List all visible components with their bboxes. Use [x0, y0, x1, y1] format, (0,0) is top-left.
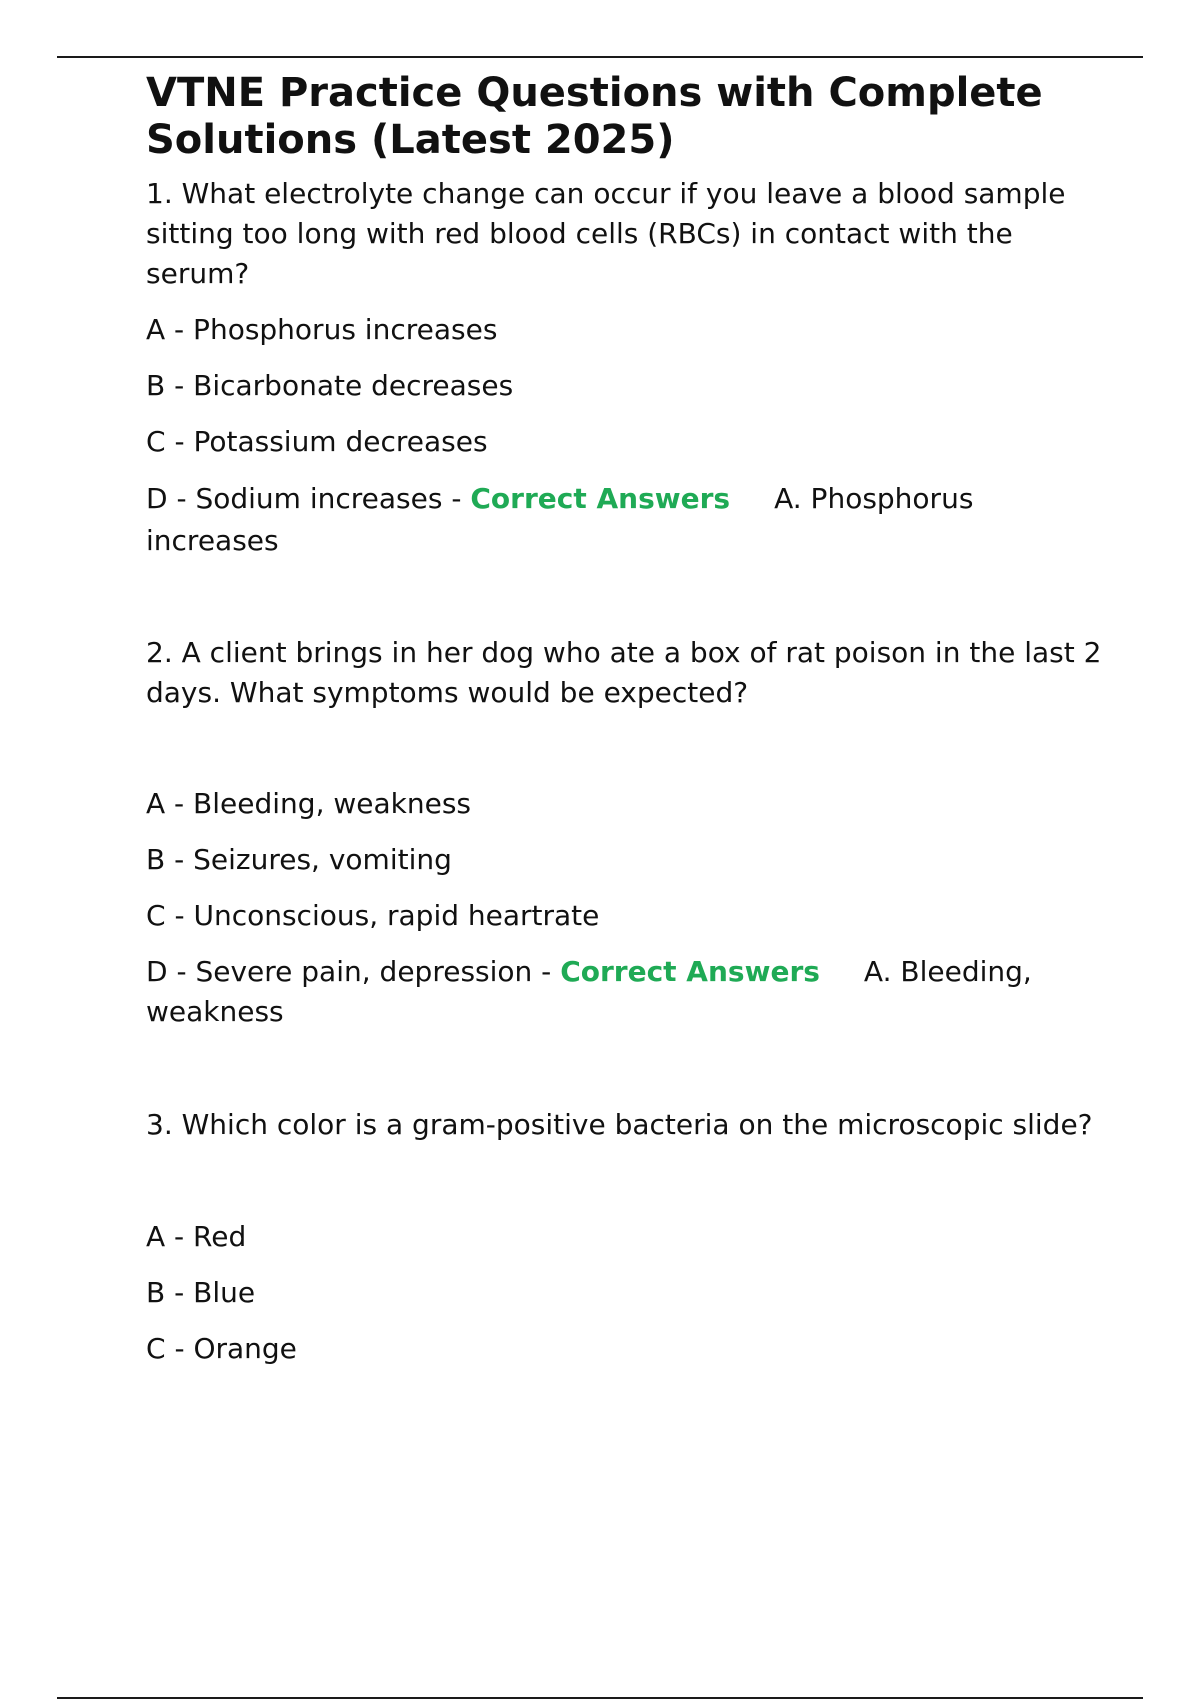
question-text: 2. A client brings in her dog who ate a box of rat poison in the last 2 days. What symptoms would be expected? — [146, 636, 1102, 709]
page-title: VTNE Practice Questions with Complete Solutions (Latest 2025) — [146, 70, 1043, 163]
answer-option: C - Unconscious, rapid heartrate — [146, 899, 600, 932]
question-text: 3. Which color is a gram-positive bacteria on the microscopic slide? — [146, 1108, 1093, 1141]
answer-option: A - Red — [146, 1220, 247, 1253]
top-divider — [57, 56, 1143, 58]
solution-text: A. Phosphorus increases — [146, 482, 974, 557]
solution-text: A. Bleeding, weakness — [146, 955, 1032, 1028]
answer-option-text: D - Severe pain, depression - — [146, 955, 561, 988]
answer-option: A - Bleeding, weakness — [146, 787, 472, 820]
bottom-divider — [57, 1697, 1143, 1699]
document-body — [146, 70, 1106, 1369]
question-block — [146, 1105, 1106, 1369]
answer-option-with-solution — [146, 952, 1106, 1032]
answer-option: C - Orange — [146, 1332, 297, 1365]
question-text: 1. What electrolyte change can occur if you leave a blood sample sitting too long with red blood cells (RBCs) in contact with the serum? — [146, 177, 1066, 290]
answer-option: A - Phosphorus increases — [146, 313, 498, 346]
question-block — [146, 633, 1106, 1032]
correct-answers-label: Correct Answers — [470, 482, 731, 515]
answer-option-text: D - Sodium increases - — [146, 482, 471, 515]
correct-answers-label: Correct Answers — [560, 955, 820, 988]
answer-option: B - Seizures, vomiting — [146, 843, 452, 876]
question-block — [146, 174, 1106, 562]
answer-option: C - Potassium decreases — [146, 425, 488, 458]
answer-option: B - Bicarbonate decreases — [146, 369, 514, 402]
answer-option-with-solution — [146, 478, 1106, 562]
answer-option: B - Blue — [146, 1276, 256, 1309]
